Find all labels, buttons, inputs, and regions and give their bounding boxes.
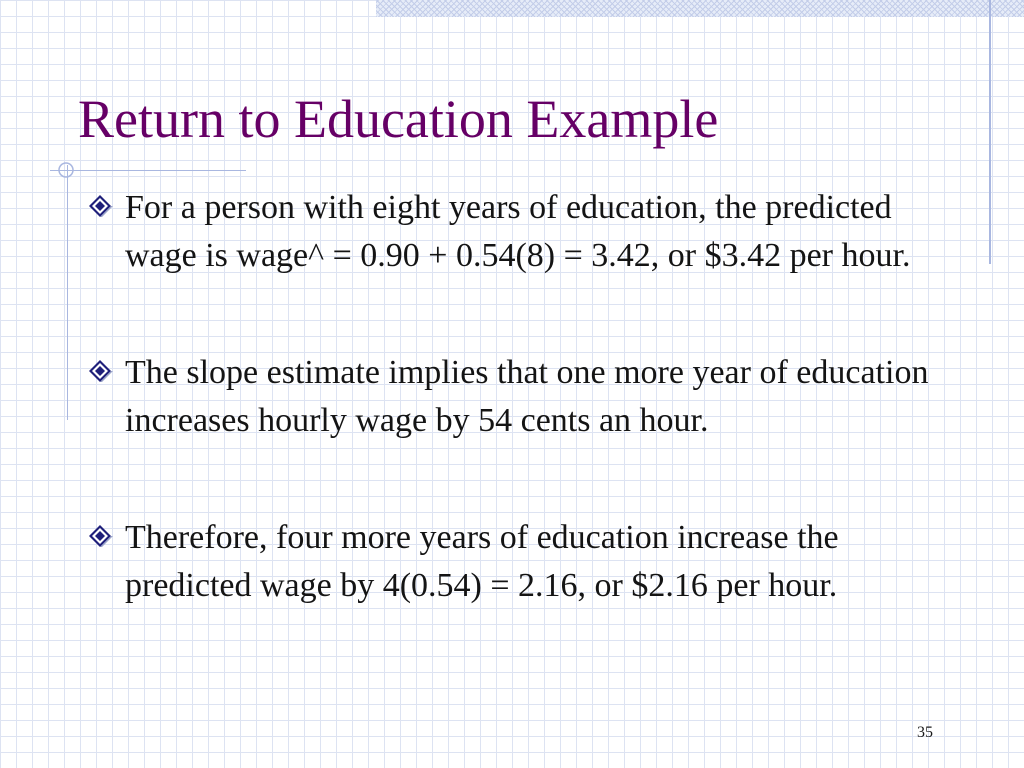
bullet-text: The slope estimate implies that one more year of education increases hourly wage by 54 cents an hour.: [125, 354, 929, 439]
title-underline-rule: [50, 170, 246, 171]
slide-title: Return to Education Example: [78, 89, 719, 149]
top-decorative-band: [376, 0, 1024, 17]
slide-number: 35: [917, 724, 933, 741]
crosshair-circle-icon: [56, 160, 76, 180]
bullet-item: [86, 349, 946, 445]
diamond-bullet-icon: [86, 194, 116, 218]
right-decorative-rule: [989, 0, 991, 264]
bullet-item: [86, 184, 946, 280]
diamond-bullet-icon: [86, 359, 116, 383]
bullet-item: [86, 514, 946, 610]
diamond-bullet-icon: [86, 524, 116, 548]
bullet-text: Therefore, four more years of education increase the predicted wage by 4(0.54) = 2.16, or $2.16 per hour.: [125, 519, 839, 604]
bullet-list: [86, 184, 946, 610]
bullet-text: For a person with eight years of education, the predicted wage is wage^ = 0.90 + 0.54(8) = 3.42, or $3.42 per hour.: [125, 189, 911, 274]
left-decorative-rule: [67, 165, 68, 420]
